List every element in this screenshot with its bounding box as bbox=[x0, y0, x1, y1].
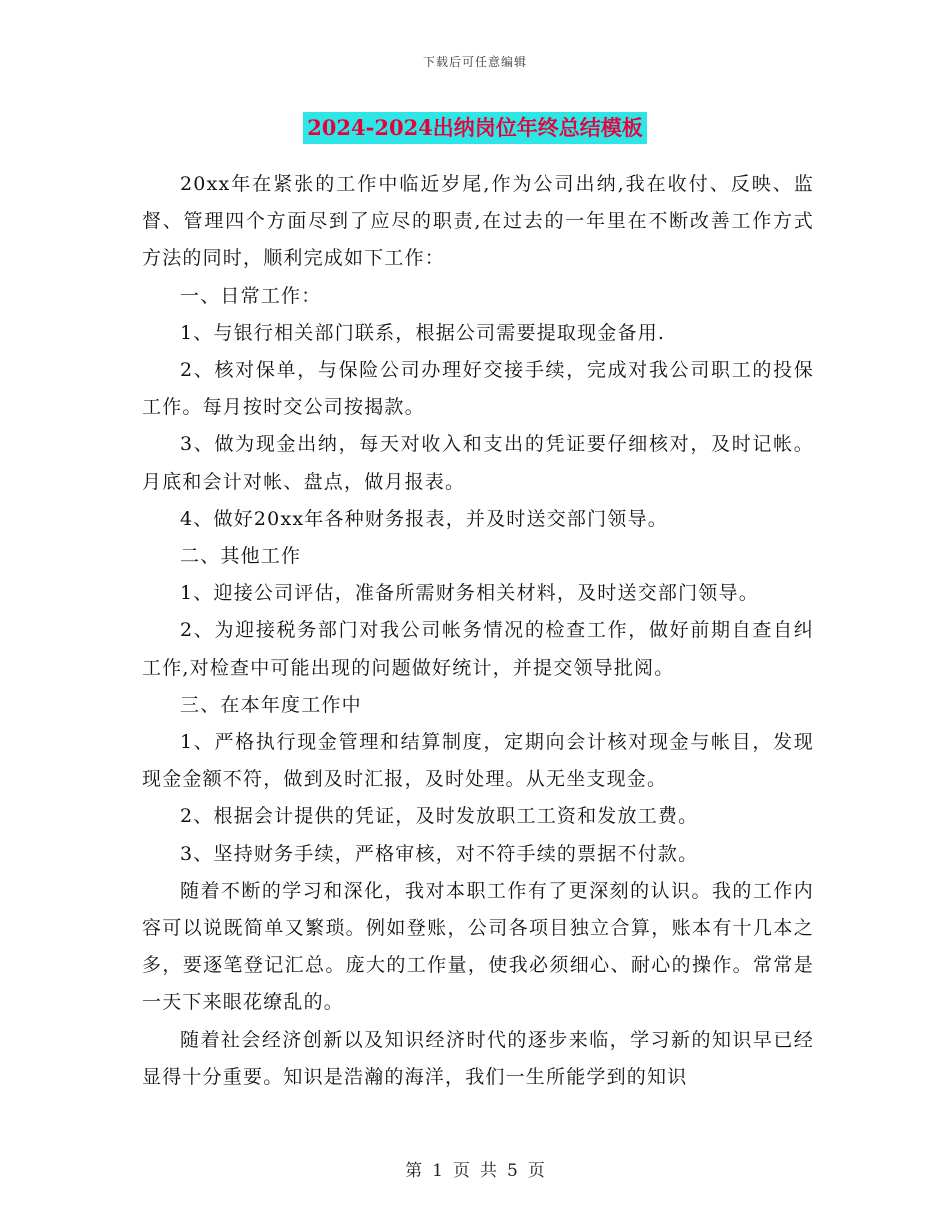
list-item: 2、核对保单，与保险公司办理好交接手续，完成对我公司职工的投保工作。每月按时交公司按揭款。 bbox=[142, 359, 814, 419]
paragraph-learning: 随着社会经济创新以及知识经济时代的逐步来临，学习新的知识早已经显得十分重要。知识是浩瀚的海洋，我们一生所能学到的知识 bbox=[142, 1028, 814, 1088]
paragraph-reflection: 随着不断的学习和深化，我对本职工作有了更深刻的认识。我的工作内容可以说既简单又繁琐。例如登账，公司各项目独立合算，账本有十几本之多，要逐笔登记汇总。庞大的工作量，使我必须细心、耐心的操作。常常是一天下来眼花缭乱的。 bbox=[142, 879, 814, 1014]
list-item: 1、与银行相关部门联系，根据公司需要提取现金备用. bbox=[180, 321, 666, 344]
section-heading-this-year: 三、在本年度工作中 bbox=[180, 693, 362, 716]
list-item: 2、为迎接税务部门对我公司帐务情况的检查工作，做好前期自查自纠工作,对检查中可能出现的问题做好统计，并提交领导批阅。 bbox=[142, 619, 814, 679]
document-title: 2024-2024出纳岗位年终总结模板 bbox=[303, 112, 647, 144]
section-heading-other-work: 二、其他工作 bbox=[180, 545, 302, 568]
header-note: 下载后可任意编辑 bbox=[422, 55, 527, 69]
document-body bbox=[142, 166, 814, 1096]
list-item: 3、坚持财务手续，严格审核，对不符手续的票据不付款。 bbox=[180, 842, 699, 865]
page-number: 1 bbox=[432, 1161, 443, 1181]
list-item: 1、严格执行现金管理和结算制度，定期向会计核对现金与帐目，发现现金金额不符，做到及时汇报，及时处理。从无坐支现金。 bbox=[142, 731, 814, 791]
page-label: 第 bbox=[405, 1161, 423, 1181]
page-footer bbox=[0, 1156, 950, 1181]
total-label: 共 bbox=[480, 1161, 497, 1181]
page-unit: 页 bbox=[453, 1161, 470, 1181]
total-pages: 5 bbox=[507, 1161, 518, 1181]
list-item: 2、根据会计提供的凭证，及时发放职工工资和发放工费。 bbox=[180, 805, 699, 828]
list-item: 4、做好20xx年各种财务报表，并及时送交部门领导。 bbox=[180, 507, 668, 530]
list-item: 1、迎接公司评估，准备所需财务相关材料，及时送交部门领导。 bbox=[180, 582, 759, 605]
title-container bbox=[0, 112, 950, 144]
section-heading-daily-work: 一、日常工作： bbox=[180, 284, 322, 307]
list-item: 3、做为现金出纳，每天对收入和支出的凭证要仔细核对，及时记帐。月底和会计对帐、盘点，做月报表。 bbox=[142, 433, 814, 493]
total-unit: 页 bbox=[527, 1161, 545, 1181]
paragraph-intro: 20xx年在紧张的工作中临近岁尾,作为公司出纳,我在收付、反映、监督、管理四个方面尽到了应尽的职责,在过去的一年里在不断改善工作方式方法的同时，顺利完成如下工作： bbox=[142, 173, 814, 270]
